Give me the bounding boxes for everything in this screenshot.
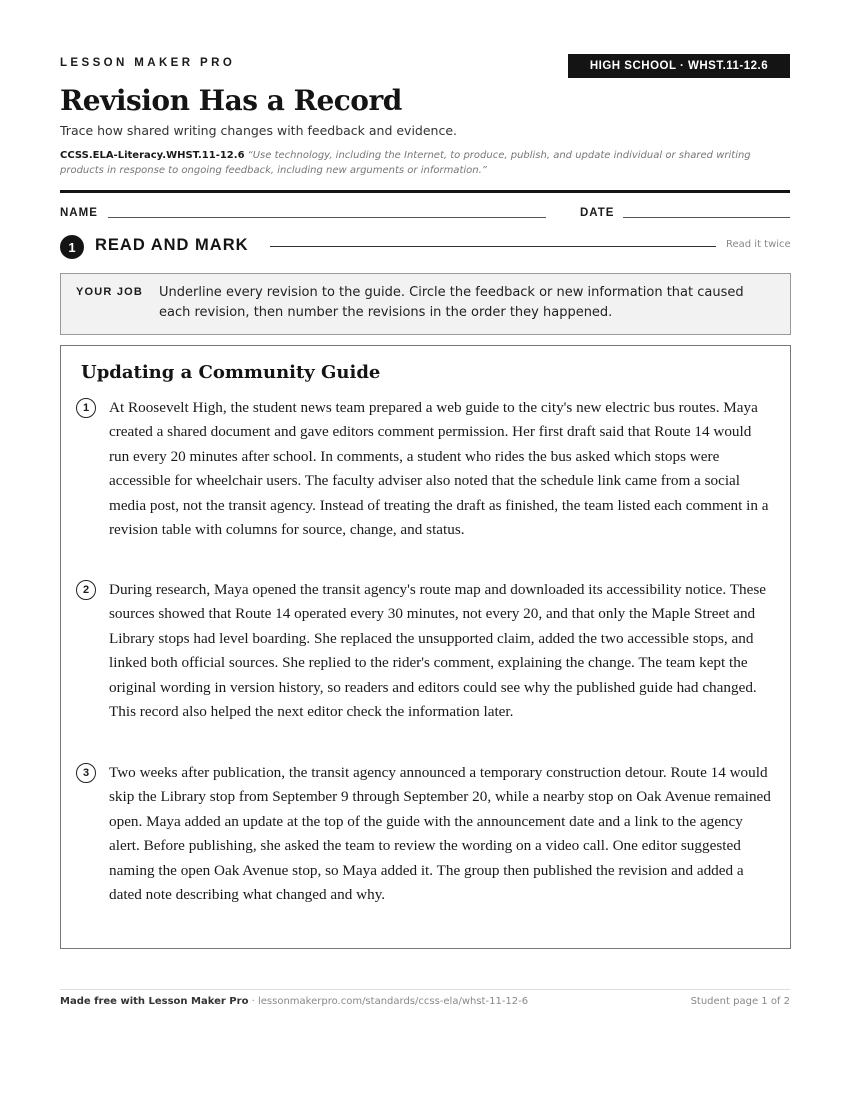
- page-title: Revision Has a Record: [60, 84, 402, 117]
- section-divider: [270, 246, 716, 247]
- header-divider: [60, 190, 790, 193]
- name-label: NAME: [60, 207, 98, 219]
- paragraph-number-3: 3: [76, 763, 96, 783]
- footer-credit: [60, 996, 528, 1007]
- footer-page-number: Student page 1 of 2: [690, 996, 790, 1007]
- job-instructions-box: [60, 273, 791, 335]
- footer-made-with: Made free with Lesson Maker Pro: [60, 996, 249, 1007]
- section-note: Read it twice: [726, 239, 791, 250]
- standard-code: CCSS.ELA-Literacy.WHST.11-12.6: [60, 150, 245, 161]
- job-label: YOUR JOB: [76, 286, 144, 298]
- section-heading: READ AND MARK: [95, 236, 249, 254]
- date-label: DATE: [580, 207, 615, 219]
- paragraph-number-2: 2: [76, 580, 96, 600]
- passage-title: Updating a Community Guide: [81, 362, 381, 383]
- name-field[interactable]: [108, 217, 546, 218]
- page-subtitle: Trace how shared writing changes with feedback and evidence.: [60, 123, 458, 138]
- paragraph-number-1: 1: [76, 398, 96, 418]
- paragraph-2: During research, Maya opened the transit agency's route map and downloaded its accessibility notice. These sources showed that Route 14 operated every 30 minutes, not every 20, and that only the Maple Street and Library stops had level boarding. She replaced the unsupported claim, added the two accessible stops, and linked both official sources. She replied to the rider's comment, explaining the change. The team kept the original wording in version history, so readers and editors could see why the published guide had changed. This record also helped the next editor check the information later.: [109, 581, 766, 721]
- standard-text: “Use technology, including the Internet, to produce, publish, and update individual or shared writing products in response to ongoing feedback, including new arguments or information.”: [60, 150, 751, 176]
- footer-url[interactable]: · lessonmakerpro.com/standards/ccss-ela/whst-11-12-6: [248, 996, 529, 1007]
- paragraph-3: Two weeks after publication, the transit agency announced a temporary construction detour. Route 14 would skip the Library stop from September 9 through September 20, while a nearby stop on Oak Avenue remained open. Maya added an update at the top of the guide with the announcement date and a link to the agency alert. Before publishing, she asked the team to review the wording on a video call. One editor suggested naming the open Oak Avenue stop, so Maya added it. The group then published the revision and added a dated note describing what changed and why.: [109, 764, 771, 904]
- job-text: Underline every revision to the guide. Circle the feedback or new information that caused each revision, then number the revisions in the order they happened.: [159, 285, 744, 320]
- standard-citation: [60, 148, 790, 178]
- section-number-badge: 1: [60, 235, 84, 259]
- footer-divider: [60, 989, 790, 990]
- paragraph-1: At Roosevelt High, the student news team prepared a web guide to the city's new electric bus routes. Maya created a shared document and gave editors comment permission. Her first draft said that Route 14 would run every 20 minutes after school. In comments, a student who rides the bus asked which stops were accessible for wheelchair users. The faculty adviser also noted that the schedule link came from a social media post, not the transit agency. Instead of treating the draft as finished, the team listed each comment in a revision table with columns for source, change, and status.: [109, 399, 769, 539]
- brand-name: LESSON MAKER PRO: [60, 57, 236, 69]
- date-field[interactable]: [623, 217, 790, 218]
- level-badge: HIGH SCHOOL · WHST.11-12.6: [568, 54, 790, 78]
- reading-passage: [60, 345, 791, 949]
